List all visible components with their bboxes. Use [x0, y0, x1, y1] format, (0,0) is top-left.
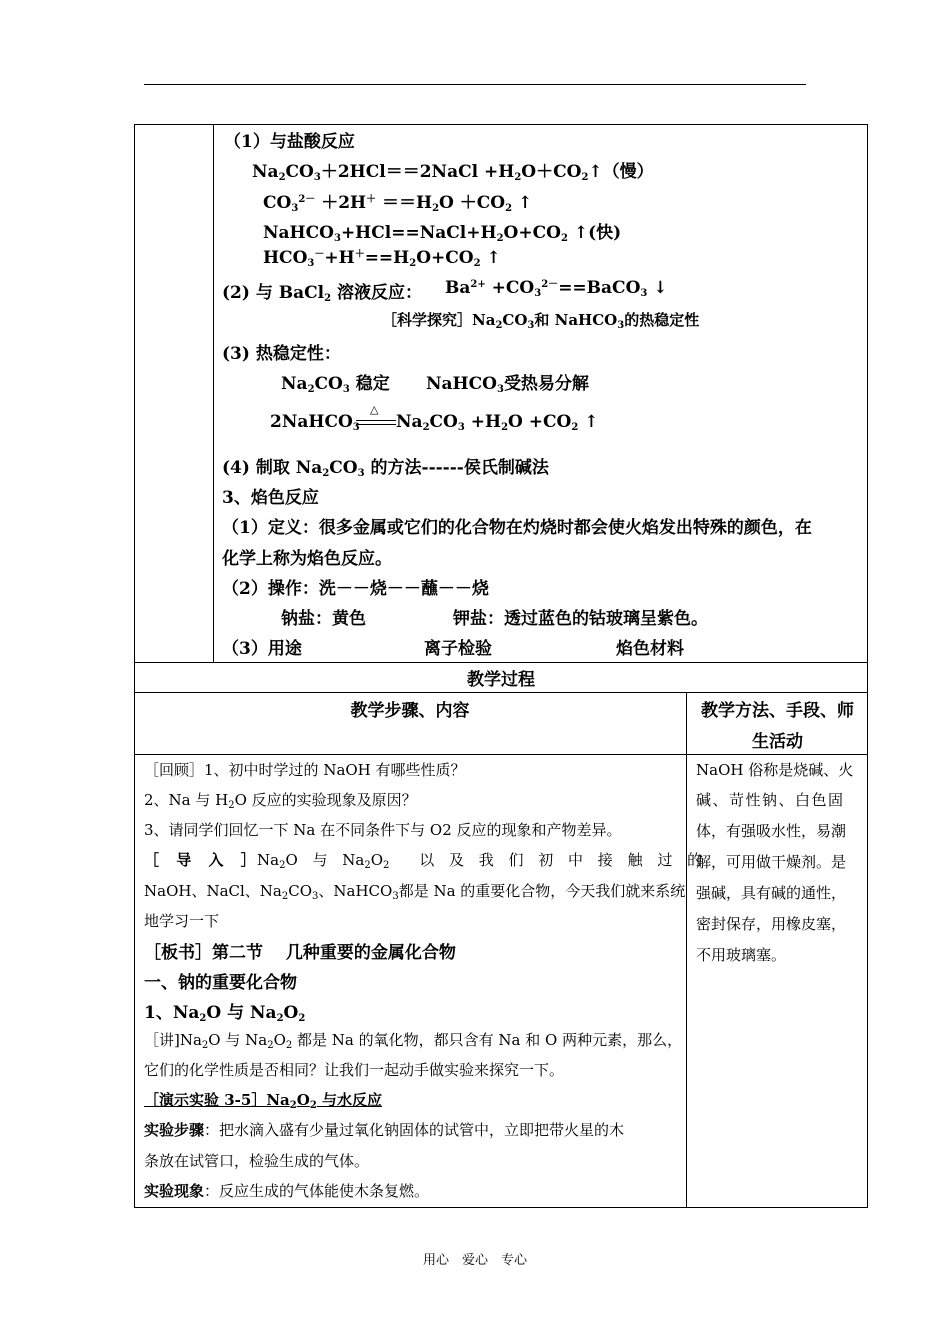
- flame-definition-cont: 化学上称为焰色反应。: [222, 549, 392, 569]
- section-sodium-compounds: 一、钠的重要化合物: [144, 973, 297, 993]
- upper-left-column: [134, 124, 214, 663]
- flame-definition: （1）定义：很多金属或它们的化合物在灼烧时都会使火焰发出特殊的颜色，在: [222, 518, 812, 538]
- section-flame-test: 3、焰色反应: [222, 488, 319, 508]
- col-steps-header: 教学步骤、内容: [350, 701, 470, 721]
- intro-text: $Na_2O$ 与 $Na_2O_2$ 以 及 我 们 初 中 接 触 过 的: [257, 851, 703, 871]
- decomposition-products: $Na_2CO_3 +H_2O +CO_2$ ↑: [396, 412, 599, 433]
- na2co3-stable: $Na_2CO_3$ 稳定: [281, 374, 390, 395]
- naoh-note-1: NaOH 俗称是烧碱、火: [696, 761, 854, 779]
- section-hcl-title: （1）与盐酸反应: [224, 132, 355, 152]
- science-inquiry-title: ［科学探究$]Na_2CO_3$和 NaHCO$_3$的热稳定性: [382, 311, 700, 331]
- flame-operation: （2）操作：洗－－烧－－蘸－－烧: [222, 579, 489, 599]
- section-preparation: (4) 制取 $Na_2CO_3$ 的方法------侯氏制碱法: [222, 458, 549, 479]
- section-thermal: (3) 热稳定性：: [222, 344, 341, 364]
- equation-nahco3-hcl: $NaHCO_3+HCl==NaCl+H_2O+CO_2$ ↑(快): [263, 223, 622, 244]
- equation-na2co3-hcl: $Na_2CO_3+2HCl==2NaCl$ $+H_2O+CO_2↑$（慢）: [252, 162, 654, 183]
- col-methods-header-1: 教学方法、手段、师: [701, 701, 854, 721]
- review-q2: 2、Na 与 $H_2O$ 反应的实验现象及原因？: [144, 791, 417, 811]
- potassium-salt-color: 钾盐：透过蓝色的钴玻璃呈紫色。: [453, 609, 708, 629]
- naoh-note-4: 解，可用做干燥剂。是: [696, 853, 847, 871]
- page-footer: 用心 爱心 专心: [422, 1253, 527, 1268]
- ionic-equation-co3: $CO_3^{2-} +2H^+ ==H_2O +CO_2$ ↑: [263, 193, 533, 214]
- ionic-equation-hco3: $HCO_3^-+H^+==H_2O+CO_2$ ↑: [263, 248, 501, 269]
- naoh-note-5: 强碱，具有碱的通性，: [696, 884, 847, 902]
- intro-text-end: 地学习一下: [144, 912, 220, 930]
- equals-double-line: [356, 420, 396, 425]
- board-title: ［板书］第二节 几种重要的金属化合物: [144, 943, 456, 963]
- naoh-note-3: 体，有强吸水性，易潮: [696, 822, 847, 840]
- lecture-text: ［讲]$Na_2O$ 与 $Na_2O_2$ 都是 Na 的氧化物，都只含有 Na 和 O 两种元素，那么，: [144, 1031, 683, 1051]
- naoh-note-6: 密封保存，用橡皮塞，: [696, 915, 847, 933]
- section-bacl2: (2) 与 BaCl$_2$ 溶液反应：: [222, 283, 423, 304]
- nahco3-decompose: NaHCO$_3$受热易分解: [426, 374, 589, 395]
- naoh-note-2: 碱、苛性钠、白色固: [696, 791, 845, 809]
- experiment-steps: 实验步骤：把水滴入盛有少量过氧化钠固体的试管中，立即把带火星的木: [144, 1121, 625, 1139]
- intro-text-cont: NaOH、NaCl、$Na_2CO_3$、NaHCO$_3$都是 Na 的重要化合物，今天我们就来系统: [144, 882, 686, 902]
- flame-uses: （3）用途: [222, 639, 302, 659]
- heat-symbol: △: [370, 403, 379, 416]
- demo-experiment-title: ［演示实验 $3-5]Na_2O_2$ 与水反应: [144, 1091, 383, 1111]
- review-q1: ［回顾］1、初中时学过的 NaOH 有哪些性质？: [144, 761, 466, 779]
- sodium-salt-color: 钠盐：黄色: [281, 609, 366, 629]
- subsection-na2o: 1、$Na_2O$ 与 $Na_2O_2$: [144, 1003, 306, 1024]
- experiment-steps-cont: 条放在试管口，检验生成的气体。: [144, 1152, 370, 1170]
- header-rule: [144, 84, 806, 85]
- lecture-text-cont: 它们的化学性质是否相同？让我们一起动手做实验来探究一下。: [144, 1061, 565, 1079]
- col-methods-header-2: 生活动: [752, 732, 803, 752]
- naoh-note-7: 不用玻璃塞。: [696, 946, 787, 964]
- use-ion-detection: 离子检验: [424, 639, 492, 659]
- decomposition-reactant: 2NaHCO$_3$: [270, 412, 360, 433]
- intro-label: ［ 导 入 ］: [144, 851, 262, 869]
- experiment-phenomenon: 实验现象：反应生成的气体能使木条复燃。: [144, 1182, 430, 1200]
- process-title: 教学过程: [467, 670, 535, 690]
- review-q3: 3、请同学们回忆一下 Na 在不同条件下与 O2 反应的现象和产物差异。: [144, 821, 622, 839]
- equation-baco3: $Ba^{2+}$ $+CO_3^{2-}==BaCO_3$ ↓: [445, 278, 668, 299]
- use-flame-material: 焰色材料: [616, 639, 684, 659]
